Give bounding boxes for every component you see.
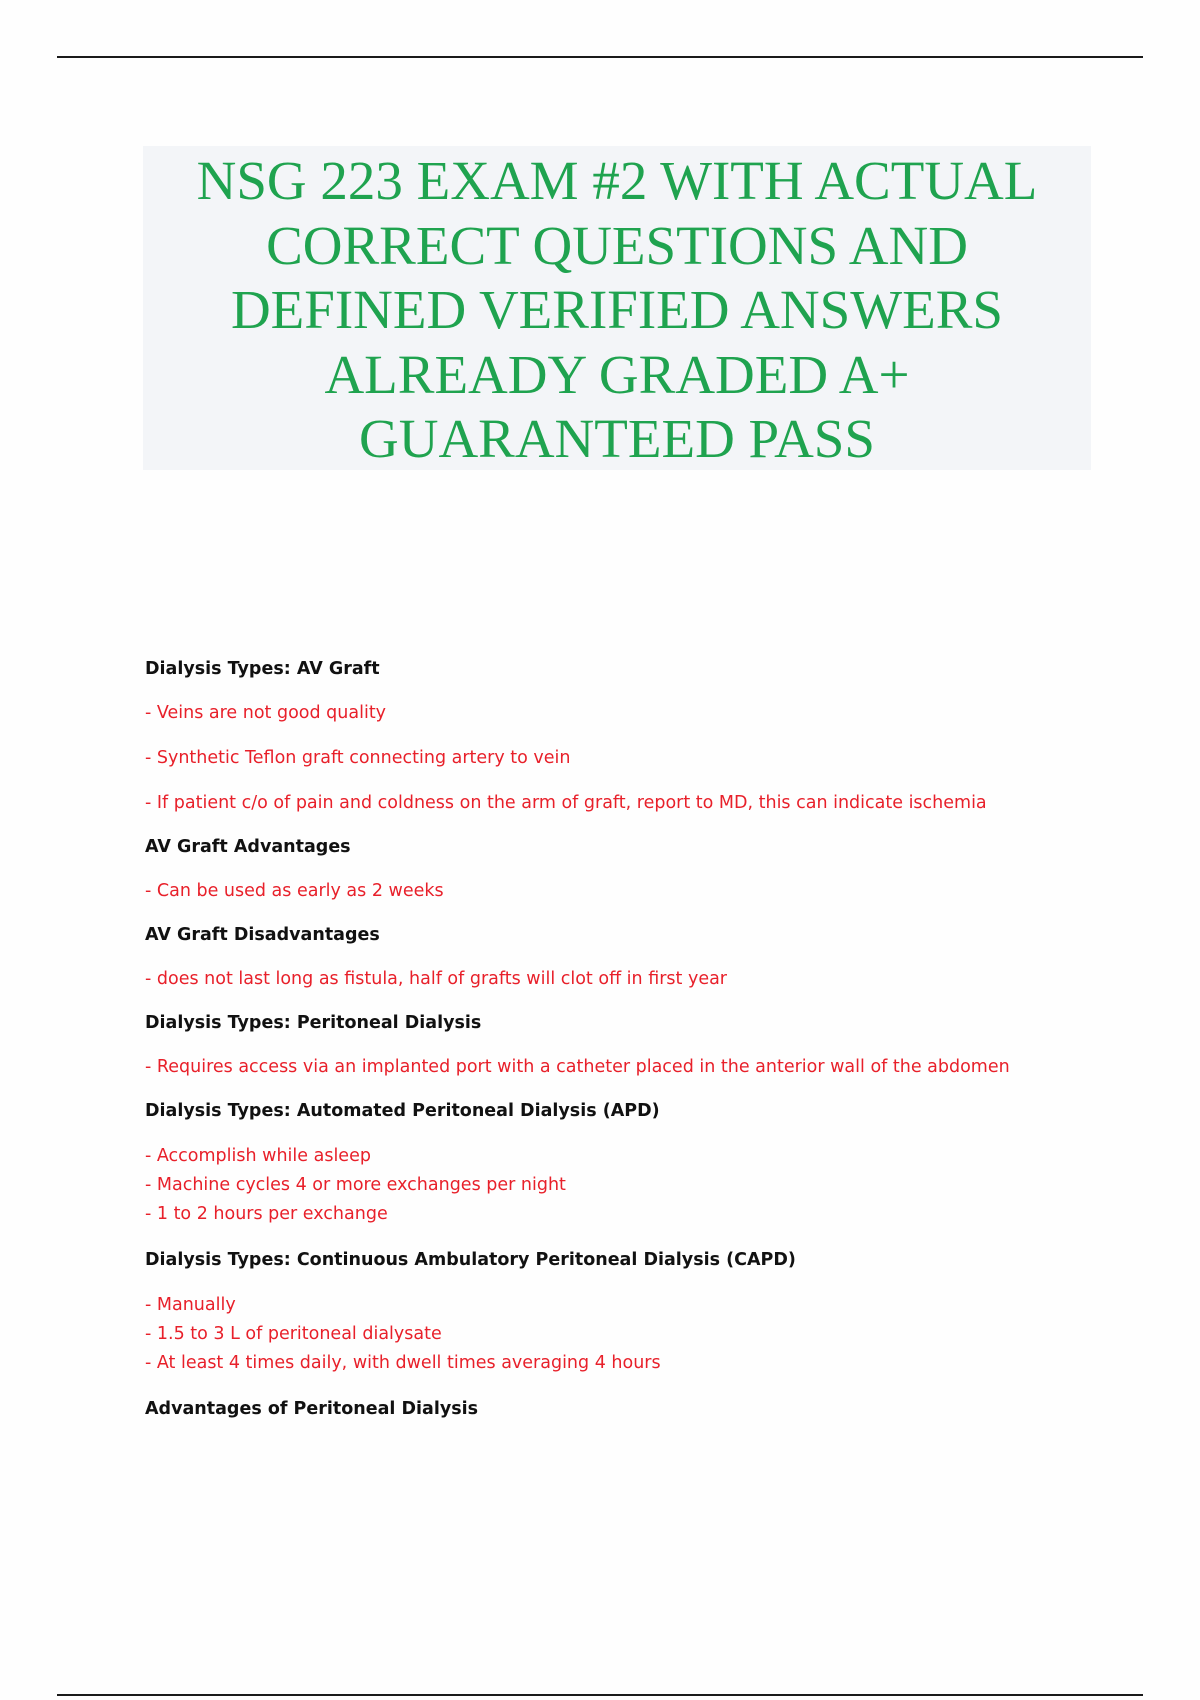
qa-item [145,1247,1145,1378]
answer-group [145,1142,1145,1229]
question: Dialysis Types: Automated Peritoneal Dialysis (APD) [145,1101,660,1121]
answer-line: - Veins are not good quality [145,703,387,723]
title-line: NSG 223 EXAM #2 WITH ACTUAL [196,150,1038,211]
answer-group [145,1054,1145,1080]
answer-line: - 1.5 to 3 L of peritoneal dialysate [145,1324,442,1344]
top-rule [57,56,1143,58]
question: Dialysis Types: AV Graft [145,659,380,679]
question: Advantages of Peritoneal Dialysis [145,1399,479,1419]
question: AV Graft Disadvantages [145,925,380,945]
answer-group [145,966,1145,992]
title-line: ALREADY GRADED A+ [324,343,910,405]
answer-group [145,700,1145,816]
answer-line: - does not last long as fistula, half of grafts will clot off in first year [145,969,728,989]
answer-line: - At least 4 times daily, with dwell times averaging 4 hours [145,1353,661,1373]
answer-line: - Can be used as early as 2 weeks [145,881,444,901]
answer-line: - 1 to 2 hours per exchange [145,1204,388,1224]
qa-item [145,922,1145,992]
qa-item [145,656,1145,816]
title-line: CORRECT QUESTIONS AND [266,214,968,276]
qa-list [145,656,1145,1440]
answer-line: - Requires access via an implanted port with a catheter placed in the anterior wall of the abdomen [145,1057,1010,1077]
answer-line: - Accomplish while asleep [145,1146,371,1166]
answer-line: - Manually [145,1295,236,1315]
qa-item [145,834,1145,904]
qa-item [145,1010,1145,1080]
answer-line: - Machine cycles 4 or more exchanges per night [145,1175,566,1195]
question: Dialysis Types: Continuous Ambulatory Peritoneal Dialysis (CAPD) [145,1250,796,1270]
answer-line: - Synthetic Teflon graft connecting artery to vein [145,748,571,768]
document-title [143,146,1091,470]
question: Dialysis Types: Peritoneal Dialysis [145,1013,482,1033]
qa-item [145,1098,1145,1229]
answer-group [145,878,1145,904]
bottom-rule [57,1694,1143,1696]
answer-line: - If patient c/o of pain and coldness on the arm of graft, report to MD, this can indicate ischemia [145,793,987,813]
qa-item [145,1396,1145,1422]
title-line: GUARANTEED PASS [359,408,875,469]
answer-group [145,1291,1145,1378]
question: AV Graft Advantages [145,837,351,857]
title-line: DEFINED VERIFIED ANSWERS [230,279,1004,340]
